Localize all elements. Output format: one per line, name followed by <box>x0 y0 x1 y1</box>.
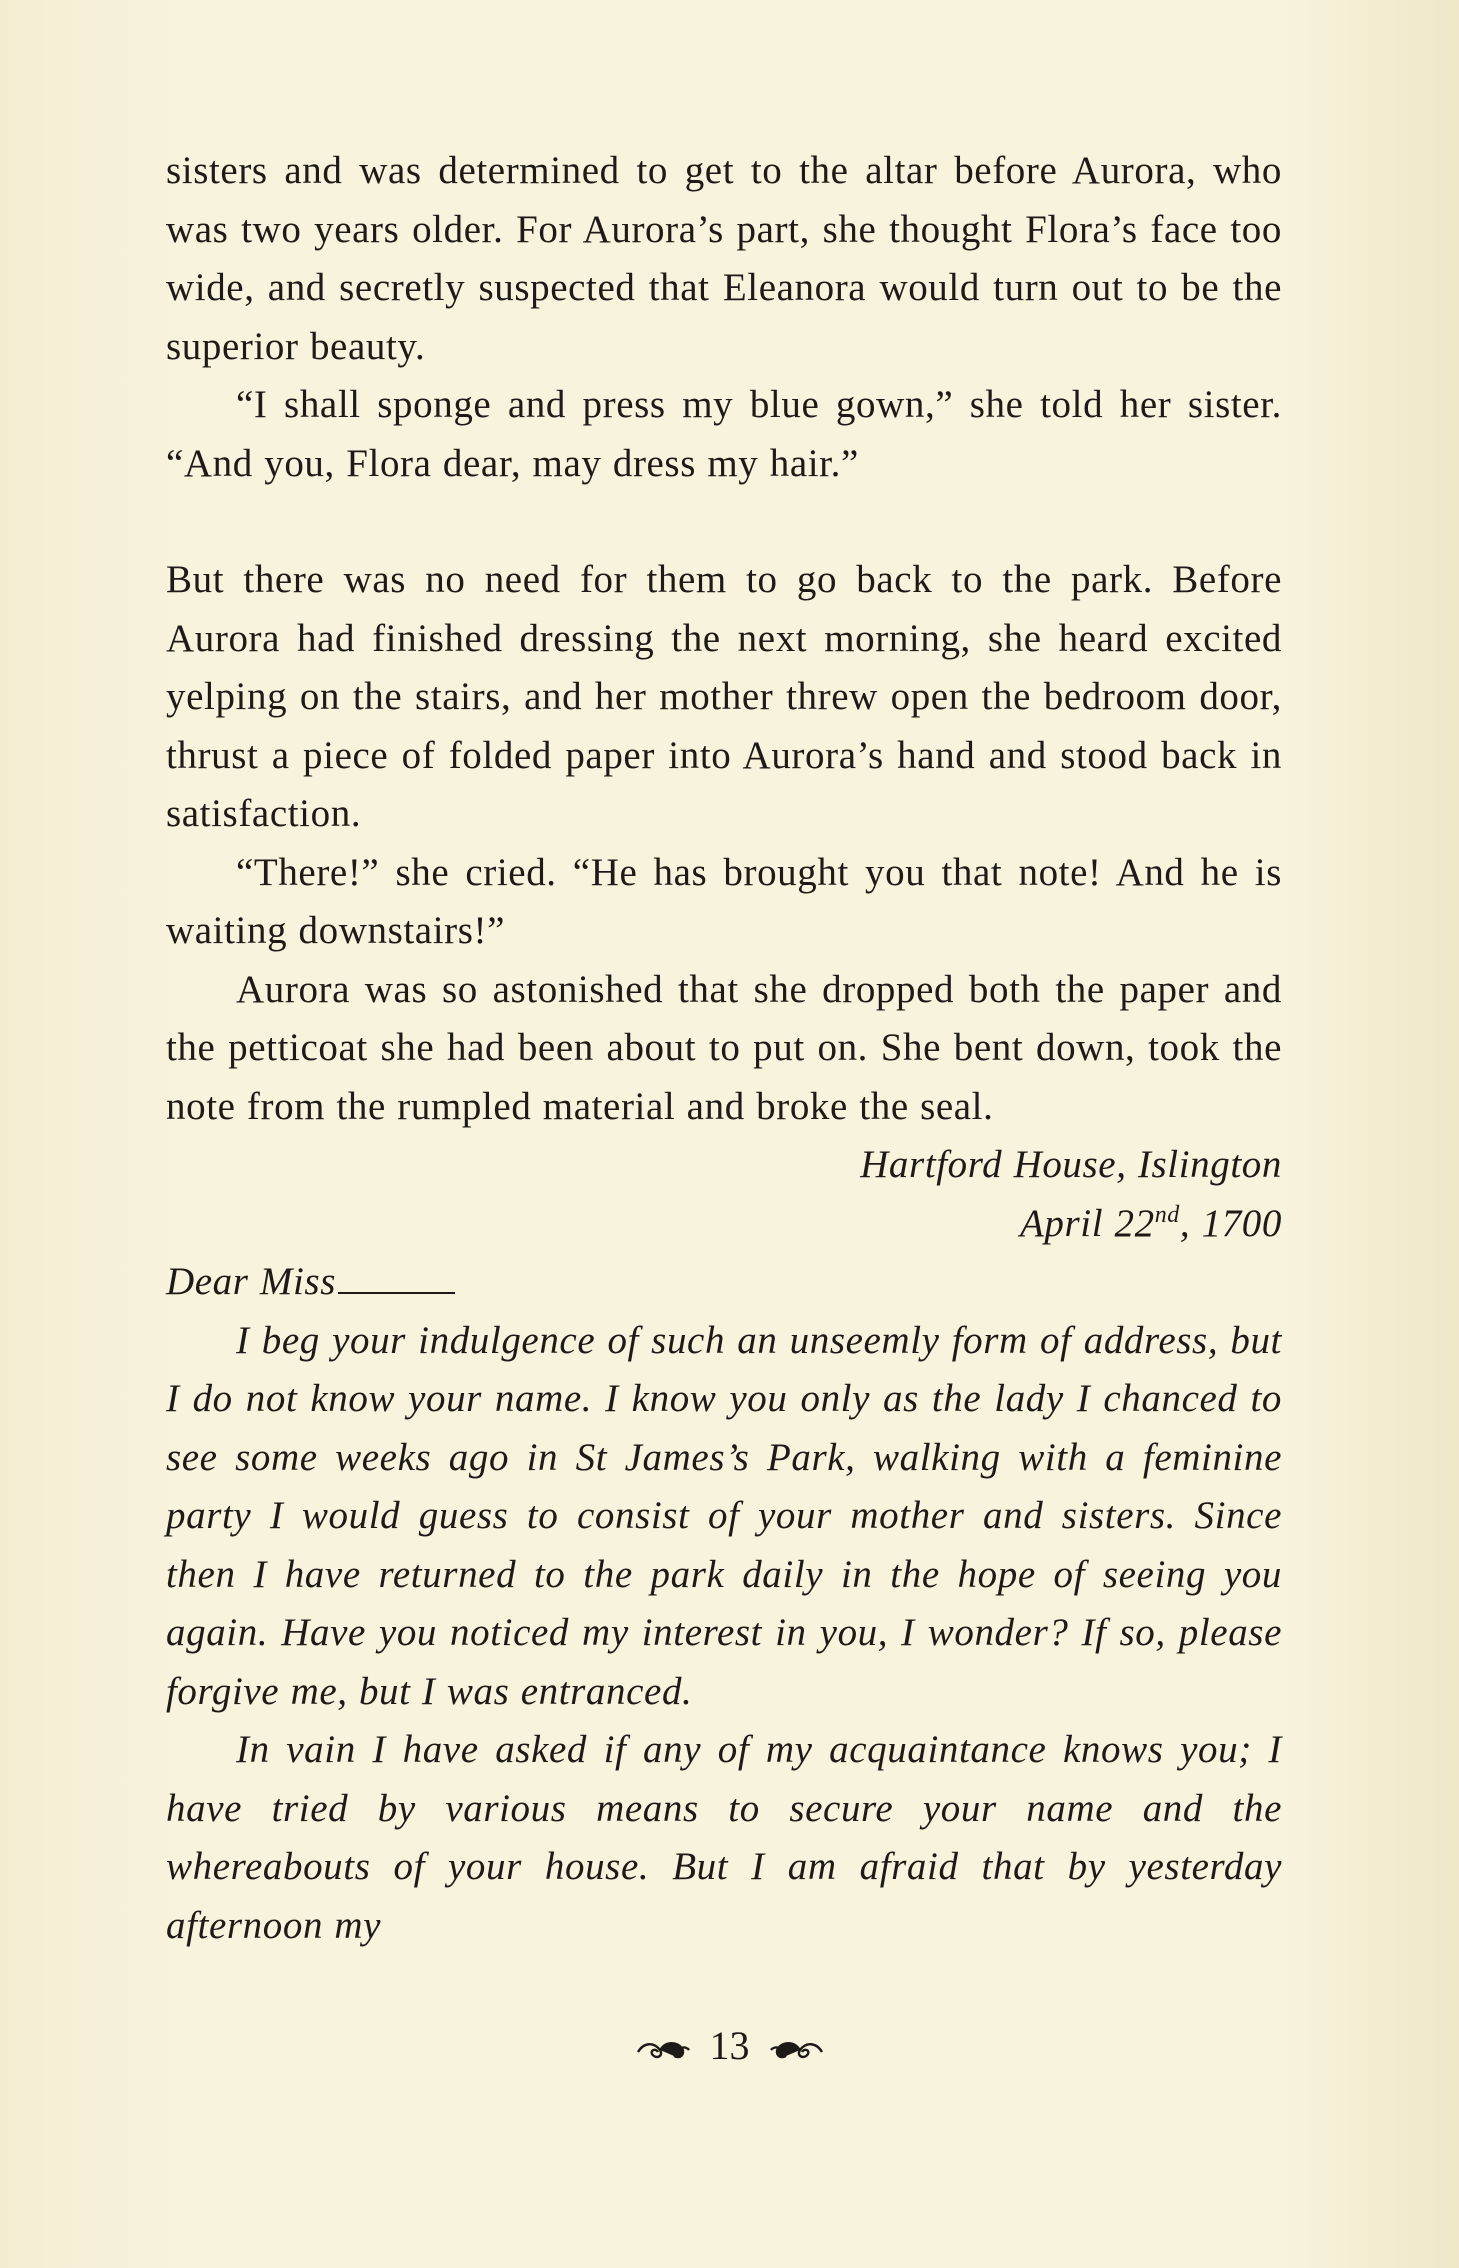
letter-date-suffix: , 1700 <box>1179 1201 1282 1245</box>
page-number: 13 <box>709 2023 750 2068</box>
name-blank-line <box>338 1290 455 1294</box>
page-folio <box>0 2016 1459 2076</box>
letter-body-2: In vain I have asked if any of my acquaintance knows you; I have tried by various means to secure your name and the whereabouts of your house. But I am afraid that by yesterday afternoon my <box>166 1728 1282 1947</box>
salutation-text: Dear Miss <box>166 1260 336 1303</box>
letter-date <box>166 1195 1282 1254</box>
letter-date-ordinal: nd <box>1154 1201 1180 1228</box>
letter-salutation <box>166 1253 1282 1312</box>
fleuron-left-icon <box>634 2036 692 2064</box>
letter-body-1: I beg your indulgence of such an unseemly form of address, but I do not know your name. I know you only as the lady I chanced to see some weeks ago in St James’s Park, walking with a feminine party I would guess to consist of your mother and sisters. Since then I have returned to the park daily in the hope of seeing you again. Have you noticed my interest in you, I wonder? If so, please forgive me, but I was entranced. <box>166 1318 1282 1713</box>
paragraph-1: sisters and was determined to get to the altar before Aurora, who was two years older. For Aurora’s part, she thought Flora’s face too wide, and secretly suspected that Eleanora would turn out to be the superior beauty. <box>166 149 1282 368</box>
section-break <box>166 493 1282 551</box>
text-block <box>166 142 1282 1955</box>
fleuron-right-icon <box>768 2036 826 2064</box>
paragraph-3: But there was no need for them to go back to the park. Before Aurora had finished dressing the next morning, she heard excited yelping on the stairs, and her mother threw open the bedroom door, thrust a piece of folded paper into Aurora’s hand and stood back in satisfaction. <box>166 558 1282 835</box>
paragraph-5: Aurora was so astonished that she dropped both the paper and the petticoat she had been about to put on. She bent down, took the note from the rumpled material and broke the seal. <box>166 967 1282 1128</box>
paragraph-2: “I shall sponge and press my blue gown,” she told her sister. “And you, Flora dear, may dress my hair.” <box>166 383 1282 485</box>
letter-address: Hartford House, Islington <box>860 1143 1282 1186</box>
paragraph-4: “There!” she cried. “He has brought you that note! And he is waiting downstairs!” <box>166 850 1282 952</box>
letter-date-prefix: April 22 <box>1019 1201 1155 1245</box>
